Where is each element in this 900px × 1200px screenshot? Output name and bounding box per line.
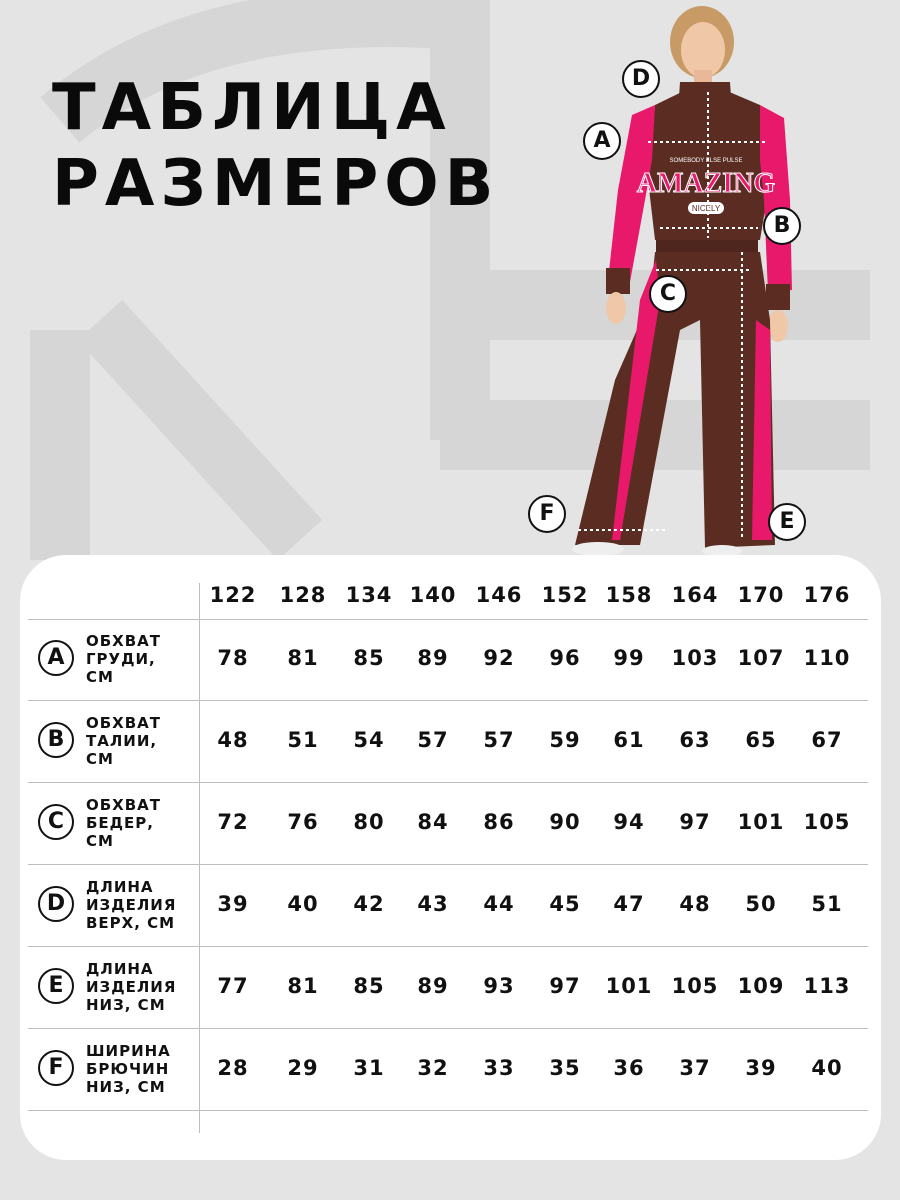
table-cell: 40 bbox=[287, 892, 319, 916]
row-label-line: НИЗ, СМ bbox=[86, 1078, 166, 1096]
table-cell: 59 bbox=[549, 728, 581, 752]
row-label-line: ИЗДЕЛИЯ bbox=[86, 978, 177, 996]
row-letter-icon: D bbox=[38, 886, 74, 922]
page-title bbox=[52, 70, 499, 222]
table-cell: 48 bbox=[217, 728, 249, 752]
marker-d-icon: D bbox=[622, 60, 660, 98]
row-label-line: ВЕРХ, СМ bbox=[86, 914, 176, 932]
table-cell: 44 bbox=[483, 892, 515, 916]
row-letter-icon: C bbox=[38, 804, 74, 840]
table-divider bbox=[28, 700, 868, 701]
table-cell: 101 bbox=[605, 974, 653, 998]
table-cell: 85 bbox=[353, 646, 385, 670]
table-cell: 113 bbox=[803, 974, 851, 998]
row-label-line: ОБХВАТ bbox=[86, 714, 162, 732]
table-cell: 40 bbox=[811, 1056, 843, 1080]
size-header-cell: 158 bbox=[605, 583, 653, 607]
table-cell: 43 bbox=[417, 892, 449, 916]
table-cell: 76 bbox=[287, 810, 319, 834]
marker-c-icon: C bbox=[649, 275, 687, 313]
row-label-line: ГРУДИ, bbox=[86, 650, 156, 668]
table-cell: 86 bbox=[483, 810, 515, 834]
table-divider bbox=[28, 782, 868, 783]
table-cell: 96 bbox=[549, 646, 581, 670]
table-cell: 80 bbox=[353, 810, 385, 834]
table-cell: 81 bbox=[287, 974, 319, 998]
table-cell: 29 bbox=[287, 1056, 319, 1080]
row-label bbox=[86, 796, 161, 850]
table-cell: 101 bbox=[737, 810, 785, 834]
size-header-cell: 140 bbox=[409, 583, 457, 607]
row-label-line: ШИРИНА bbox=[86, 1042, 171, 1060]
table-cell: 84 bbox=[417, 810, 449, 834]
row-label bbox=[86, 960, 176, 1014]
table-divider bbox=[28, 946, 868, 947]
table-cell: 47 bbox=[613, 892, 645, 916]
row-label-line: ТАЛИИ, bbox=[86, 732, 158, 750]
model-figure bbox=[520, 0, 900, 560]
marker-b-icon: B bbox=[763, 207, 801, 245]
row-label bbox=[86, 714, 161, 768]
marker-a-icon: A bbox=[583, 122, 621, 160]
table-cell: 65 bbox=[745, 728, 777, 752]
print-subtitle: SOMEBODY ELSE PULSE bbox=[669, 158, 743, 164]
table-cell: 103 bbox=[671, 646, 719, 670]
row-letter-icon: A bbox=[38, 640, 74, 676]
table-divider bbox=[28, 619, 868, 620]
row-label-line: СМ bbox=[86, 832, 114, 850]
row-label bbox=[86, 878, 176, 932]
table-cell: 72 bbox=[217, 810, 249, 834]
table-cell: 97 bbox=[679, 810, 711, 834]
table-cell: 97 bbox=[549, 974, 581, 998]
table-divider bbox=[28, 1110, 868, 1111]
table-cell: 54 bbox=[353, 728, 385, 752]
title-line-1: ТАБЛИЦА bbox=[52, 71, 452, 145]
marker-e-icon: E bbox=[768, 503, 806, 541]
row-label-line: БРЮЧИН bbox=[86, 1060, 170, 1078]
table-divider bbox=[28, 1028, 868, 1029]
table-cell: 61 bbox=[613, 728, 645, 752]
table-cell: 63 bbox=[679, 728, 711, 752]
table-cell: 31 bbox=[353, 1056, 385, 1080]
table-cell: 89 bbox=[417, 974, 449, 998]
row-label-line: ОБХВАТ bbox=[86, 796, 162, 814]
row-label-line: СМ bbox=[86, 668, 114, 686]
size-header-cell: 128 bbox=[279, 583, 327, 607]
table-cell: 99 bbox=[613, 646, 645, 670]
print-badge: NICELY bbox=[691, 204, 721, 213]
row-label-line: ОБХВАТ bbox=[86, 632, 162, 650]
table-cell: 77 bbox=[217, 974, 249, 998]
table-divider bbox=[28, 864, 868, 865]
table-cell: 51 bbox=[287, 728, 319, 752]
size-header-cell: 170 bbox=[737, 583, 785, 607]
table-cell: 105 bbox=[803, 810, 851, 834]
table-cell: 67 bbox=[811, 728, 843, 752]
table-cell: 107 bbox=[737, 646, 785, 670]
table-cell: 57 bbox=[417, 728, 449, 752]
row-label-line: ДЛИНА bbox=[86, 878, 154, 896]
table-cell: 78 bbox=[217, 646, 249, 670]
size-header-cell: 164 bbox=[671, 583, 719, 607]
table-cell: 81 bbox=[287, 646, 319, 670]
table-cell: 35 bbox=[549, 1056, 581, 1080]
size-header-cell: 146 bbox=[475, 583, 523, 607]
row-letter-icon: B bbox=[38, 722, 74, 758]
table-cell: 94 bbox=[613, 810, 645, 834]
print-text: AMAZING bbox=[636, 168, 776, 199]
table-cell: 92 bbox=[483, 646, 515, 670]
row-label bbox=[86, 632, 161, 686]
table-vertical-divider bbox=[199, 583, 200, 1133]
table-cell: 39 bbox=[217, 892, 249, 916]
table-cell: 50 bbox=[745, 892, 777, 916]
table-cell: 45 bbox=[549, 892, 581, 916]
table-cell: 105 bbox=[671, 974, 719, 998]
table-cell: 85 bbox=[353, 974, 385, 998]
table-cell: 89 bbox=[417, 646, 449, 670]
table-cell: 36 bbox=[613, 1056, 645, 1080]
row-letter-icon: E bbox=[38, 968, 74, 1004]
table-cell: 33 bbox=[483, 1056, 515, 1080]
table-cell: 39 bbox=[745, 1056, 777, 1080]
marker-f-icon: F bbox=[528, 495, 566, 533]
table-cell: 48 bbox=[679, 892, 711, 916]
size-header-cell: 122 bbox=[209, 583, 257, 607]
table-cell: 90 bbox=[549, 810, 581, 834]
size-header-cell: 176 bbox=[803, 583, 851, 607]
table-cell: 93 bbox=[483, 974, 515, 998]
row-label-line: ДЛИНА bbox=[86, 960, 154, 978]
table-cell: 57 bbox=[483, 728, 515, 752]
table-cell: 51 bbox=[811, 892, 843, 916]
row-label-line: НИЗ, СМ bbox=[86, 996, 166, 1014]
table-cell: 32 bbox=[417, 1056, 449, 1080]
table-cell: 110 bbox=[803, 646, 851, 670]
row-letter-icon: F bbox=[38, 1050, 74, 1086]
row-label-line: СМ bbox=[86, 750, 114, 768]
table-cell: 109 bbox=[737, 974, 785, 998]
size-header-cell: 152 bbox=[541, 583, 589, 607]
row-label-line: БЕДЕР, bbox=[86, 814, 154, 832]
size-header-cell: 134 bbox=[345, 583, 393, 607]
row-label-line: ИЗДЕЛИЯ bbox=[86, 896, 177, 914]
table-cell: 42 bbox=[353, 892, 385, 916]
table-cell: 37 bbox=[679, 1056, 711, 1080]
title-line-2: РАЗМЕРОВ bbox=[52, 147, 500, 221]
table-cell: 28 bbox=[217, 1056, 249, 1080]
row-label bbox=[86, 1042, 171, 1096]
